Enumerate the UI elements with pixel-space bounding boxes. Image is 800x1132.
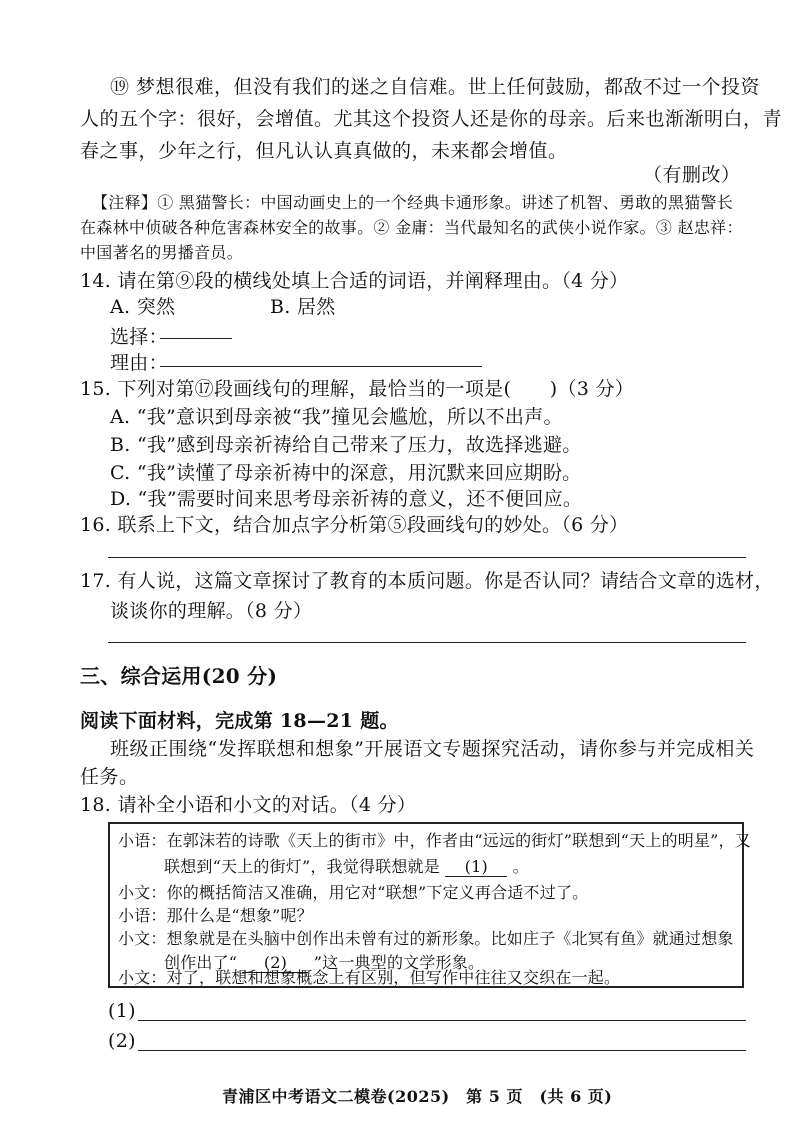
q15-option-d: D. “我”需要时间来思考母亲祈祷的意义，还不便回应。 xyxy=(110,488,583,510)
para19-line3: 春之事，少年之行，但凡认认真真做的，未来都会增值。 xyxy=(80,140,568,162)
revised-note: （有删改） xyxy=(643,164,741,186)
intro-line2: 任务。 xyxy=(80,766,139,788)
para19-line2: 人的五个字：很好，会增值。尤其这个投资人还是你的母亲。后来也渐渐明白，青 xyxy=(80,108,783,130)
annotation-line3: 中国著名的男播音员。 xyxy=(80,243,244,262)
q18-answer1-line[interactable] xyxy=(138,1020,746,1021)
q14-option-a: A. 突然 xyxy=(110,296,176,318)
para19-line1: ⑲ 梦想很难，但没有我们的迷之自信难。世上任何鼓励，都敌不过一个投资 xyxy=(110,76,761,98)
page-footer: 青浦区中考语文二模卷(2025) 第 5 页 (共 6 页) xyxy=(222,1087,613,1106)
dialog-line7: 小文：对了，联想和想象概念上有区别，但写作中往往又交织在一起。 xyxy=(118,968,621,987)
instruction: 阅读下面材料，完成第 18—21 题。 xyxy=(80,710,399,732)
dialog-line6-end: ”这一典型的文学形象。 xyxy=(313,953,485,972)
q15-option-b: B. “我”感到母亲祈祷给自己带来了压力，故选择逃避。 xyxy=(110,434,582,456)
q17-line2: 谈谈你的理解。（8 分） xyxy=(110,600,313,622)
dialog-line2-text: 联想到“天上的街灯”，我觉得联想就是 xyxy=(164,857,440,876)
q18-answer1-label: (1) xyxy=(108,1000,136,1022)
q18-answer2-label: (2) xyxy=(108,1030,136,1052)
dialog-line1: 小语：在郭沫若的诗歌《天上的街市》中，作者由“远远的街灯”联想到“天上的明星”，又 xyxy=(118,831,751,850)
q15-option-a: A. “我”意识到母亲被“我”撞见会尴尬，所以不出声。 xyxy=(110,406,563,428)
intro-line1: 班级正围绕“发挥联想和想象”开展语文专题探究活动，请你参与并完成相关 xyxy=(110,738,755,760)
dialog-blank-1: (1) xyxy=(445,857,507,877)
dialog-line4: 小语：那什么是“想象”呢？ xyxy=(118,906,313,925)
q14-stem: 14. 请在第⑨段的横线处填上合适的词语，并阐释理由。（4 分） xyxy=(80,270,629,292)
q17-answer-line[interactable] xyxy=(108,642,746,643)
q14-option-b: B. 居然 xyxy=(270,296,336,318)
section3-title: 三、综合运用(20 分) xyxy=(80,664,278,688)
q14-reason-blank[interactable] xyxy=(160,366,482,367)
q18-answer2-line[interactable] xyxy=(138,1050,746,1051)
dialog-line2-end: 。 xyxy=(512,857,529,876)
dialog-line2 xyxy=(164,854,529,877)
annotation-line1: 【注释】① 黑猫警长：中国动画史上的一个经典卡通形象。讲述了机智、勇敢的黑猫警长 xyxy=(92,193,734,212)
q18-stem: 18. 请补全小语和小文的对话。（4 分） xyxy=(80,794,417,816)
dialog-line5: 小文：想象就是在头脑中创作出未曾有过的新形象。比如庄子《北冥有鱼》就通过想象 xyxy=(118,929,734,948)
dialog-line6-text: 创作出了“ xyxy=(164,953,238,972)
q15-option-c: C. “我”读懂了母亲祈祷中的深意，用沉默来回应期盼。 xyxy=(110,462,582,484)
annotation-line2: 在森林中侦破各种危害森林安全的故事。② 金庸：当代最知名的武侠小说作家。③ 赵忠祥： xyxy=(80,218,743,237)
q17-line1: 17. 有人说，这篇文章探讨了教育的本质问题。你是否认同？请结合文章的选材， xyxy=(80,570,774,592)
dialog-blank-2: (2) xyxy=(242,953,308,973)
q14-choice-label: 选择： xyxy=(110,326,168,348)
dialog-line3: 小文：你的概括简洁又准确，用它对“联想”下定义再合适不过了。 xyxy=(118,883,589,902)
q14-choice-blank[interactable] xyxy=(160,338,232,339)
q14-reason-label: 理由： xyxy=(110,352,168,374)
q16-answer-line[interactable] xyxy=(108,557,746,558)
q15-stem: 15. 下列对第⑰段画线句的理解，最恰当的一项是( )（3 分） xyxy=(80,378,635,400)
q16-stem: 16. 联系上下文，结合加点字分析第⑤段画线句的妙处。（6 分） xyxy=(80,514,629,536)
